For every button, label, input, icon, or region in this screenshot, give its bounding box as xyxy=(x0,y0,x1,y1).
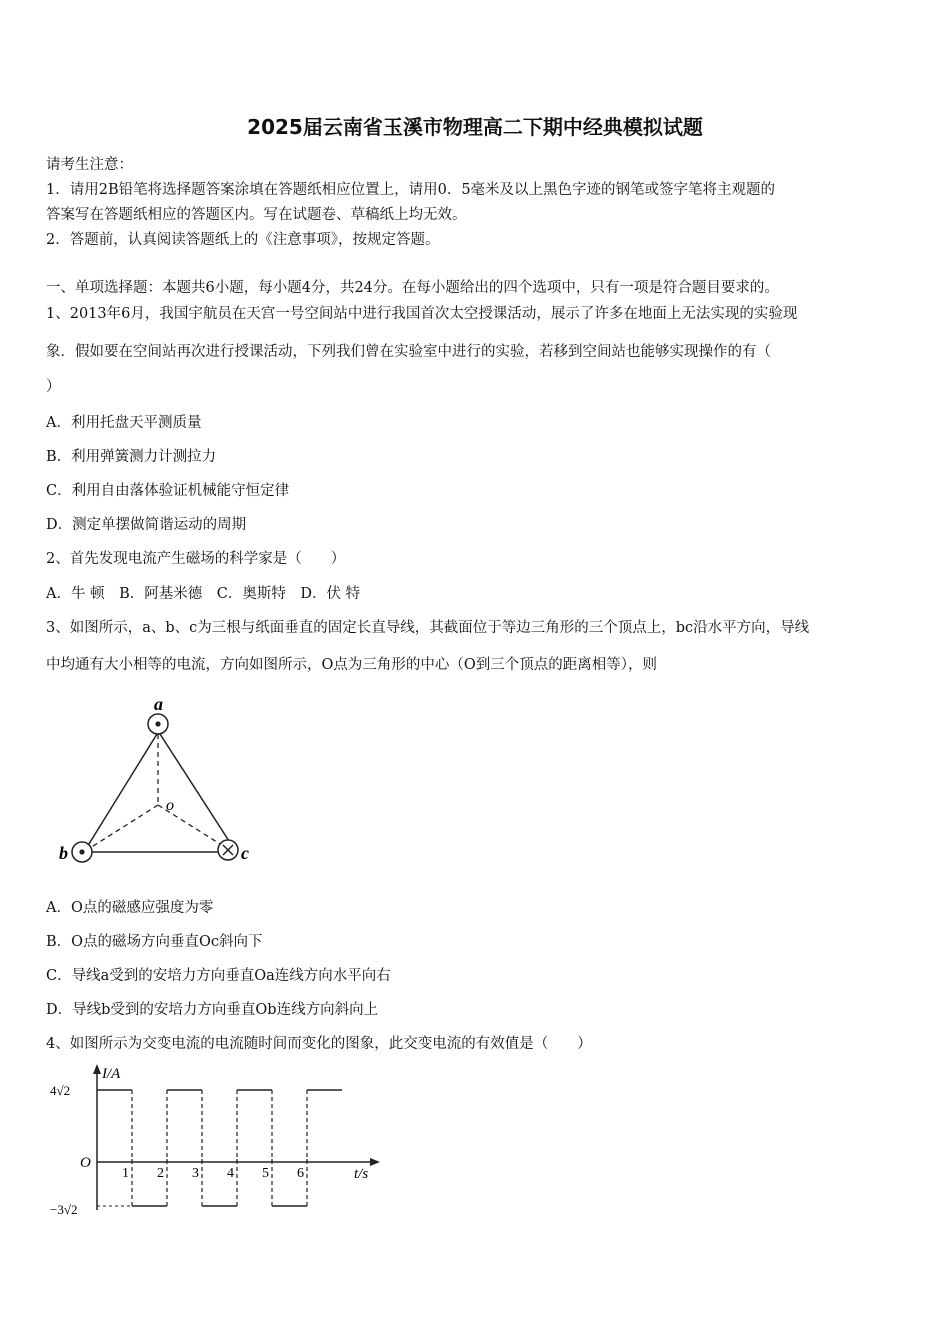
x-axis-arrow-icon xyxy=(370,1158,380,1166)
origin-label: O xyxy=(80,1155,91,1171)
x-tick-label: 2 xyxy=(157,1166,164,1181)
label-b: b xyxy=(59,843,68,863)
section-heading: 一、单项选择题：本题共6小题，每小题4分，共24分。在每小题给出的四个选项中，只有一项是符合题目要求的。 xyxy=(46,280,779,296)
label-a: a xyxy=(154,694,163,714)
q1-stem-line-2: 象．假如要在空间站再次进行授课活动，下列我们曾在实验室中进行的实验，若移到空间站也能够实现操作的有（ xyxy=(46,344,771,360)
notice-heading: 请考生注意： xyxy=(46,157,133,173)
q2-options: A．牛 顿 B．阿基米德 C．奥斯特 D．伏 特 xyxy=(46,586,361,602)
q3-stem-line-1: 3、如图所示，a、b、c为三根与纸面垂直的固定长直导线，其截面位于等边三角形的三个顶点上，bc沿水平方向，导线 xyxy=(46,620,810,636)
q3-option-c: C．导线a受到的安培力方向垂直Oa连线方向水平向右 xyxy=(46,968,391,984)
q1-option-b: B．利用弹簧测力计测拉力 xyxy=(46,449,217,465)
x-tick-label: 6 xyxy=(297,1166,304,1181)
q1-option-c: C．利用自由落体验证机械能守恒定律 xyxy=(46,483,290,499)
y-tick-label-min: −3√2 xyxy=(50,1202,78,1217)
series-current xyxy=(97,1090,342,1206)
q3-option-a: A．O点的磁感应强度为零 xyxy=(46,900,214,916)
x-axis-label: t/s xyxy=(354,1166,369,1182)
notice-line-1: 1．请用2B铅笔将选择题答案涂填在答题纸相应位置上，请用0．5毫米及以上黑色字迹的钢笔或签字笔将主观题的 xyxy=(46,182,776,198)
y-axis-label: I/A xyxy=(102,1066,121,1082)
q4-stem: 4、如图所示为交变电流的电流随时间而变化的图象，此交变电流的有效值是（ ） xyxy=(46,1036,592,1052)
q3-triangle-figure xyxy=(50,690,270,870)
q1-option-d: D．测定单摆做简谐运动的周期 xyxy=(46,517,247,533)
x-tick-label: 1 xyxy=(122,1166,129,1181)
wire-a-dot xyxy=(155,721,160,726)
q3-option-d: D．导线b受到的安培力方向垂直Ob连线方向斜向上 xyxy=(46,1002,379,1018)
side-ab xyxy=(84,734,157,852)
page-title: 2025届云南省玉溪市物理高二下期中经典模拟试题 xyxy=(247,115,703,139)
side-ac xyxy=(160,734,229,841)
q1-stem-line-1: 1、2013年6月，我国宇航员在天宫一号空间站中进行我国首次太空授课活动，展示了许多在地面上无法实现的实验现 xyxy=(46,306,798,322)
q3-stem-line-2: 中均通有大小相等的电流，方向如图所示，O点为三角形的中心（O到三个顶点的距离相等），则 xyxy=(46,657,658,673)
q1-option-a: A．利用托盘天平测质量 xyxy=(46,415,202,431)
x-tick-label: 5 xyxy=(262,1166,269,1181)
notice-line-1b: 答案写在答题纸相应的答题区内。写在试题卷、草稿纸上均无效。 xyxy=(46,207,467,223)
q3-option-b: B．O点的磁场方向垂直Oc斜向下 xyxy=(46,934,263,950)
x-tick-label: 4 xyxy=(227,1166,234,1181)
y-axis-arrow-icon xyxy=(93,1064,101,1074)
wire-b-dot xyxy=(79,849,84,854)
label-c: c xyxy=(241,843,249,863)
label-o: o xyxy=(166,797,174,814)
q2-stem: 2、首先发现电流产生磁场的科学家是（ ） xyxy=(46,551,346,567)
q4-current-chart xyxy=(40,1060,390,1225)
q1-stem-line-3: ） xyxy=(46,379,61,395)
notice-line-2: 2．答题前，认真阅读答题纸上的《注意事项》，按规定答题。 xyxy=(46,232,440,248)
y-tick-label-max: 4√2 xyxy=(50,1083,71,1098)
x-tick-label: 3 xyxy=(192,1166,199,1181)
